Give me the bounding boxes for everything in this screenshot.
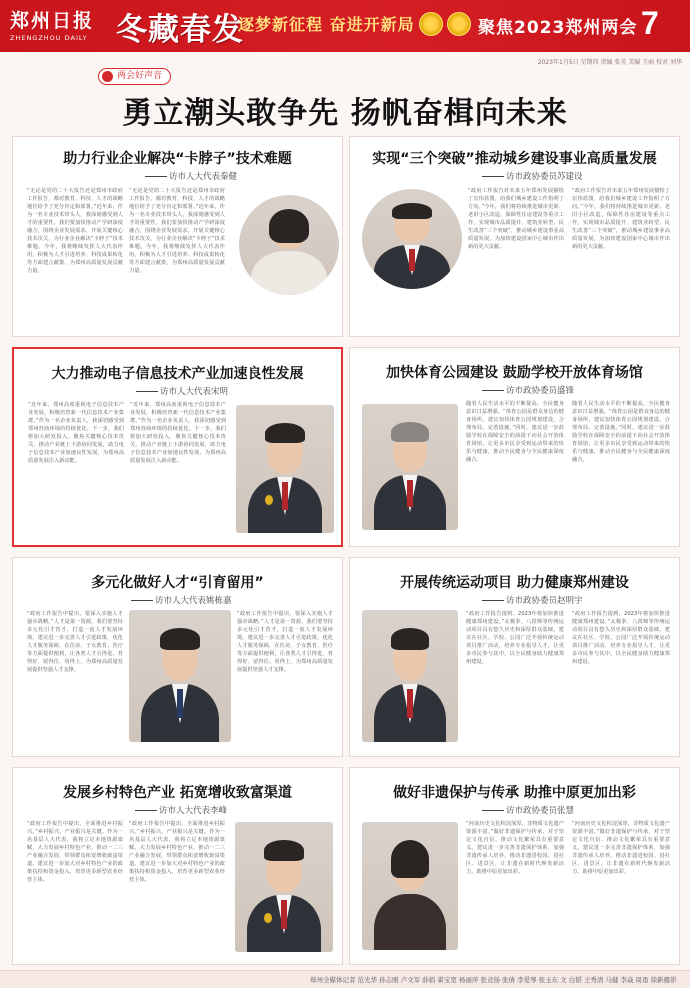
section-tag[interactable] [98, 68, 171, 85]
article-byline: 访市人大代表宋明 [136, 385, 228, 397]
portrait-photo [362, 610, 458, 742]
article-body-col2: “河南历史文化积淀深厚，非物质文化遗产资源丰富。”做好非遗保护与传承，对于坚定文化自信、推动文化繁荣具有重要意义。建议进一步完善非遗保护体系，加强非遗传承人培养，推动非遗进校园、进社区、进景区，让非遗在新时代焕发新活力，助推中原更加出彩。 [572, 821, 670, 875]
newspaper-logo[interactable]: 郑州日报 [10, 10, 95, 32]
event-title: 聚焦2023郑州两会 [478, 18, 638, 38]
article-byline: 访市政协委员赵明宇 [482, 594, 583, 606]
article-body-col2: “近年来，郑州高度重视电子信息技术产业发展，积极培育新一代信息技术产业集群。”作为一名企业负责人，我深切感受到郑州营商环境的持续优化。下一步，我们将加大研发投入，聚焦关键核心技术攻关，推动产业链上下游协同发展，助力电子信息技术产业加速良性发展，为郑州高质量发展注入新动能。 [130, 402, 226, 464]
portrait-hair [391, 840, 429, 878]
deputy-badge-icon [265, 495, 273, 505]
portrait-tie [409, 249, 415, 271]
portrait-tie [407, 689, 413, 718]
article-byline: 访市政协委员苏建设 [482, 170, 583, 182]
article-title[interactable]: 助力行业企业解决“卡脖子”技术难题 [63, 151, 292, 167]
article-body-col1: “无论是党的二十大报告还是郑州市政府工作报告，都对教育、科技、人才的战略地位给予了充分肯定和部署。”近年来，作为一名专业技术带头人，我深刻感受到人才的重要性。我们要加快推动产学研深度融合，围绕企业发展需求，开展关键核心技术攻关，为行业企业解决“卡脖子”技术难题。今年，我将继续发挥人大代表作用，积极为人才引进培养、科技成果转化等方面建言献策，为郑州高质量发展贡献力量。 [27, 188, 123, 274]
article-byline: 访市政协委员盛锋 [482, 384, 574, 396]
portrait-photo [129, 610, 231, 742]
article-title[interactable]: 做好非遗保护与传承 助推中原更加出彩 [393, 785, 636, 801]
article-body-col2: “无论是党的二十大报告还是郑州市政府工作报告，都对教育、科技、人才的战略地位给予了充分肯定和部署。”近年来，作为一名专业技术带头人，我深刻感受到人才的重要性。我们要加快推动产学研深度融合，围绕企业发展需求，开展关键核心技术攻关，为行业企业解决“卡脖子”技术难题。今年，我将继续发挥人大代表作用，积极为人才引进培养、科技成果转化等方面建言献策，为郑州高质量发展贡献力量。 [129, 188, 225, 274]
portrait-body [251, 251, 327, 295]
portrait-hair [264, 840, 303, 861]
article-body-col1: “政府工作报告提到，2023年将加快推进健康郑州建设。”太极拳、八段锦等传统运动项目具有悠久历史和深厚群众基础，建议在社区、学校、公园广泛开展传统运动项目推广活动，培养专业指导人才，让更多市民参与其中，以全民健身助力健康郑州建设。 [466, 611, 564, 665]
campaign-title: 冬藏春发 [116, 12, 244, 48]
portrait-photo [239, 195, 339, 295]
portrait-hair [391, 628, 429, 649]
article-body-col2: “政府工作报告提到，2023年将加快推进健康郑州建设。”太极拳、八段锦等传统运动项目具有悠久历史和深厚群众基础，建议在社区、学校、公园广泛开展传统运动项目推广活动，培养专业指导人才，让更多市民参与其中，以全民健身助力健康郑州建设。 [572, 611, 670, 665]
article-title[interactable]: 实现“三个突破”推动城乡建设事业高质量发展 [372, 151, 657, 167]
party-emblem-icon [447, 12, 471, 36]
article-body-col2: “政府工作报告中提出，要深入实施人才强市战略。”人才是第一资源，我们要坚持多元化引才育才，打造一流人才发展环境。建议进一步完善人才引进政策，优化人才服务保障，在住房、子女教育、医疗等方面提供便利，让各类人才引得进、育得好、留得住、用得上，为郑州高质量发展提供坚强人才支撑。 [237, 611, 333, 673]
portrait-photo [236, 405, 334, 533]
portrait-tie [177, 689, 183, 718]
article-body-col1: “政府工作报告中提出，全面推进乡村振兴。”乡村振兴，产业振兴是关键。作为一名基层人大代表，我将立足本地资源禀赋，大力发展乡村特色产业，推动一二三产业融合发展，带领群众拓宽增收致富渠道。建议进一步加大对乡村特色产业的政策扶持和资金投入，培育更多新型农业经营主体。 [27, 821, 123, 883]
national-emblem-icon [419, 12, 443, 36]
article-card[interactable] [349, 347, 680, 547]
article-card[interactable] [12, 557, 343, 757]
portrait-hair [269, 209, 309, 243]
campaign-slogan: 逐梦新征程 奋进开新局 [238, 15, 415, 34]
portrait-hair [265, 423, 304, 443]
page-headline: 勇立潮头敢争先 扬帆奋楫向未来 [122, 96, 568, 131]
article-title[interactable]: 开展传统运动项目 助力健康郑州建设 [400, 575, 629, 591]
portrait-tie [407, 480, 413, 508]
article-title[interactable]: 多元化做好人才“引育留用” [91, 575, 264, 591]
article-byline: 访市人大代表李峰 [135, 804, 227, 816]
newspaper-logo-en: ZHENGZHOU DAILY [10, 34, 88, 42]
article-card[interactable] [12, 767, 343, 965]
article-body-col1: “河南历史文化积淀深厚，非物质文化遗产资源丰富。”做好非遗保护与传承，对于坚定文化自信、推动文化繁荣具有重要意义。建议进一步完善非遗保护体系，加强非遗传承人培养，推动非遗进校园、进社区、进景区，让非遗在新时代焕发新活力，助推中原更加出彩。 [466, 821, 564, 875]
portrait-tie [282, 482, 288, 510]
article-body-col2: “政府工作报告中提出，全面推进乡村振兴。”乡村振兴，产业振兴是关键。作为一名基层人大代表，我将立足本地资源禀赋，大力发展乡村特色产业，推动一二三产业融合发展，带领群众拓宽增收致富渠道。建议进一步加大对乡村特色产业的政策扶持和资金投入，培育更多新型农业经营主体。 [129, 821, 225, 883]
article-card[interactable] [349, 557, 680, 757]
article-card[interactable] [349, 136, 680, 337]
article-byline: 访市人大代表秦健 [145, 170, 237, 182]
portrait-hair [391, 422, 429, 442]
article-byline: 访市人大代表姚栋嘉 [131, 594, 232, 606]
section-tag-label: 两会好声音 [117, 71, 163, 81]
portrait-hair [392, 203, 432, 219]
portrait-photo [362, 189, 462, 289]
portrait-tie [281, 900, 287, 929]
article-body-col1: “政府工作报告中提出，要深入实施人才强市战略。”人才是第一资源，我们要坚持多元化引才育才，打造一流人才发展环境。建议进一步完善人才引进政策，优化人才服务保障，在住房、子女教育、医疗等方面提供便利，让各类人才引得进、育得好、留得住、用得上，为郑州高质量发展提供坚强人才支撑。 [27, 611, 123, 673]
portrait-photo [235, 822, 333, 952]
portrait-hair [160, 628, 201, 649]
masthead [0, 0, 690, 52]
portrait-photo [362, 822, 458, 950]
article-body-col1: “近年来，郑州高度重视电子信息技术产业发展，积极培育新一代信息技术产业集群。”作为一名企业负责人，我深切感受到郑州营商环境的持续优化。下一步，我们将加大研发投入，聚焦关键核心技术攻关，推动产业链上下游协同发展，助力电子信息技术产业加速良性发展，为郑州高质量发展注入新动能。 [28, 402, 124, 464]
article-body-col1: “政府工作报告对未来五年郑州发展描绘了宏伟蓝图，给我们城乡建设工作指明了方向。”今年，我们将持续推进城市更新、老旧小区改造、保障性住房建设等重点工作，实现城市品质提升、建筑业转型、民生改善“三个突破”，推动城乡建设事业高质量发展，为加快建设国家中心城市作出新的更大贡献。 [468, 188, 564, 250]
portrait-body [374, 894, 447, 950]
article-title[interactable]: 发展乡村特色产业 拓宽增收致富渠道 [63, 785, 292, 801]
dateline: 2023年1月5日 星期四 责编 张英 美编 王丽 校对 刘华 [537, 59, 682, 66]
article-byline: 访市政协委员张慧 [482, 804, 574, 816]
portrait-photo [362, 404, 458, 530]
footer-credits: 郑州全媒体记者 范光华 孙志刚 卢文军 薛娟 翟宝宽 杨丽萍 张竞扬 张倩 李爱琴 张玉东 文 白韬 王秀清 马健 李焱 周甬 徐新摄影 [310, 976, 677, 984]
article-card-highlighted[interactable] [12, 347, 343, 547]
speaker-icon [102, 71, 113, 82]
article-title[interactable]: 大力推动电子信息技术产业加速良性发展 [51, 366, 304, 382]
footer [0, 970, 690, 988]
article-card[interactable] [349, 767, 680, 965]
article-body-col2: “政府工作报告对未来五年郑州发展描绘了宏伟蓝图，给我们城乡建设工作指明了方向。”今年，我们将持续推进城市更新、老旧小区改造、保障性住房建设等重点工作，实现城市品质提升、建筑业转型、民生改善“三个突破”，推动城乡建设事业高质量发展，为加快建设国家中心城市作出新的更大贡献。 [572, 188, 670, 250]
article-title[interactable]: 加快体育公园建设 鼓励学校开放体育场馆 [386, 365, 643, 381]
page-number: 7 [641, 5, 659, 41]
article-card[interactable] [12, 136, 343, 337]
article-body-col1: 随着人民生活水平的不断提高，全民健身意识日益增强。“体育公园是群众身边的健身场所，建议加快体育公园规划建设，合理布局、完善设施。”同时，建议进一步鼓励学校在保障安全的前提下向社会开放体育场馆，让更多市民享受到运动带来的快乐与健康，推动全民健身与全民健康深度融合。 [466, 401, 564, 463]
article-body-col2: 随着人民生活水平的不断提高，全民健身意识日益增强。“体育公园是群众身边的健身场所，建议加快体育公园规划建设，合理布局、完善设施。”同时，建议进一步鼓励学校在保障安全的前提下向社会开放体育场馆，让更多市民享受到运动带来的快乐与健康，推动全民健身与全民健康深度融合。 [572, 401, 670, 463]
